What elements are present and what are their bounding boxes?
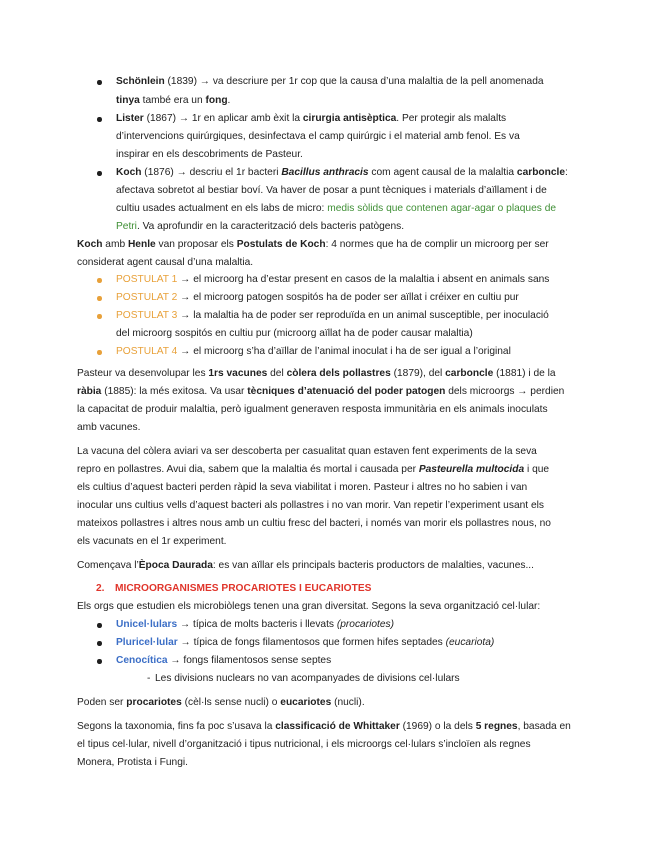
bullet-icon bbox=[97, 314, 102, 319]
postulat-1: POSTULAT 1 → el microorg ha d’estar present en casos de la malaltia i absent en animals sans bbox=[116, 274, 550, 285]
bullet-icon bbox=[97, 623, 102, 628]
taxonomia-line-2: el tipus cel·lular, nivell d’organització i tipus nutricional, i els microorgs cel·lulars s’incloïen als regnes bbox=[77, 739, 531, 750]
pasteur-line-4: amb vacunes. bbox=[77, 422, 141, 433]
taxonomia-line-3: Monera, Protista i Fungi. bbox=[77, 757, 188, 768]
poden-ser-line: Poden ser procariotes (cèl·ls sense nucli) o eucariotes (nucli). bbox=[77, 697, 365, 708]
lister-line-2: d’intervencions quirúrgiques, desinfectava el camp quirúrgic i el material amb fenol. Es va bbox=[116, 131, 520, 142]
vacuna-line-2: repro en pollastres. Avui dia, sabem que la malaltia és mortal i causada per Pasteurella multocida i que bbox=[77, 464, 550, 475]
schonlein-line-1: Schönlein (1839) → va descriure per 1r cop que la causa d’una malaltia de la pell anomenada bbox=[116, 76, 544, 87]
pasteur-line-1: Pasteur va desenvolupar les 1rs vacunes del còlera dels pollastres (1879), del carboncle (1881) i de la bbox=[77, 368, 556, 379]
dash-bullet-icon: - bbox=[147, 673, 151, 684]
pasteur-line-2: ràbia (1885): la més exitosa. Va usar tècniques d’atenuació del poder patogen dels microorgs → perdien bbox=[77, 386, 565, 397]
koch-line-3: cultiu usades actualment en els labs de micro: medis sòlids que contenen agar-agar o plaques de bbox=[116, 203, 557, 214]
bullet-icon bbox=[97, 296, 102, 301]
vacuna-line-5: mateixos pollastres i altres nous amb un cultiu fresc del bacteri, i només van morir els pollastres nous, no bbox=[77, 518, 551, 529]
koch-henle-line-1: Koch amb Henle van proposar els Postulats de Koch: 4 normes que ha de complir un microorg per ser bbox=[77, 239, 549, 250]
bullet-icon bbox=[97, 117, 102, 122]
lister-line-3: inspirar en els descobriments de Pasteur. bbox=[116, 149, 303, 160]
postulat-4: POSTULAT 4 → el microorg s’ha d’aïllar de l’animal inoculat i ha de ser igual a l’original bbox=[116, 346, 511, 357]
cell-type-unicellular: Unicel·lulars → típica de molts bacteris i llevats (procariotes) bbox=[116, 619, 395, 630]
koch-henle-line-2: considerat agent causal d’una malaltia. bbox=[77, 257, 254, 268]
bullet-icon bbox=[97, 350, 102, 355]
vacuna-line-4: inocular uns cultius vells d’aquest bacteri als pollastres i no van morir. Van repetir l’experiment usant els bbox=[77, 500, 544, 511]
orgs-intro: Els orgs que estudien els microbiòlegs tenen una gran diversitat. Segons la seva organització cel·lular: bbox=[77, 601, 541, 612]
sub-item-nuclear-divisions: Les divisions nuclears no van acompanyades de divisions cel·lulars bbox=[155, 673, 460, 684]
bullet-icon bbox=[97, 171, 102, 176]
bullet-icon bbox=[97, 641, 102, 646]
vacuna-line-1: La vacuna del còlera aviari va ser descoberta per casualitat quan estaven fent experiments de la seva bbox=[77, 446, 537, 457]
cell-type-cenocitica: Cenocítica → fongs filamentosos sense septes bbox=[116, 655, 332, 666]
koch-line-4: Petri. Va aprofundir en la caracterització dels bacteris patògens. bbox=[116, 221, 405, 232]
bullet-icon bbox=[97, 659, 102, 664]
schonlein-line-2: tinya també era un fong. bbox=[116, 95, 231, 106]
koch-line-2: afectava sobretot al bestiar boví. Va haver de posar a punt tècniques i materials d’aïllament i de bbox=[116, 185, 547, 196]
epoca-daurada-line: Començava l’Època Daurada: es van aïllar els principals bacteris productors de malalties, vacunes... bbox=[77, 560, 534, 571]
postulat-3: POSTULAT 3 → la malaltia ha de poder ser reproduïda en un animal susceptible, per inoculació bbox=[116, 310, 549, 321]
koch-line-1: Koch (1876) → descriu el 1r bacteri Bacillus anthracis com agent causal de la malaltia carboncle: bbox=[116, 167, 568, 178]
vacuna-line-3: els cultius d’aquest bacteri perden ràpid la seva viabilitat i moren. Pasteur i altres no ho sabien i van bbox=[77, 482, 528, 493]
section-2-number: 2. bbox=[96, 583, 105, 594]
pasteur-line-3: la capacitat de produir malaltia, però igualment generaven resposta immunitària en els animals inoculats bbox=[77, 404, 548, 415]
postulat-3-line-2: del microorg sospitós en cultiu pur (microorg aïllat ha de poder causar malaltia) bbox=[116, 328, 473, 339]
postulat-2: POSTULAT 2 → el microorg patogen sospitós ha de poder ser aïllat i créixer en cultiu pur bbox=[116, 292, 519, 303]
bullet-icon bbox=[97, 80, 102, 85]
bullet-icon bbox=[97, 278, 102, 283]
cell-type-pluricellular: Pluricel·lular → típica de fongs filamentosos que formen hifes septades (eucariota) bbox=[116, 637, 495, 648]
taxonomia-line-1: Segons la taxonomia, fins fa poc s’usava la classificació de Whittaker (1969) o la dels 5 regnes, basada en bbox=[77, 721, 571, 732]
lister-line-1: Lister (1867) → 1r en aplicar amb èxit la cirurgia antisèptica. Per protegir als malalts bbox=[116, 113, 507, 124]
vacuna-line-6: els vacunats en el 1r experiment. bbox=[77, 536, 227, 547]
section-2-title: MICROORGANISMES PROCARIOTES I EUCARIOTES bbox=[115, 583, 372, 594]
